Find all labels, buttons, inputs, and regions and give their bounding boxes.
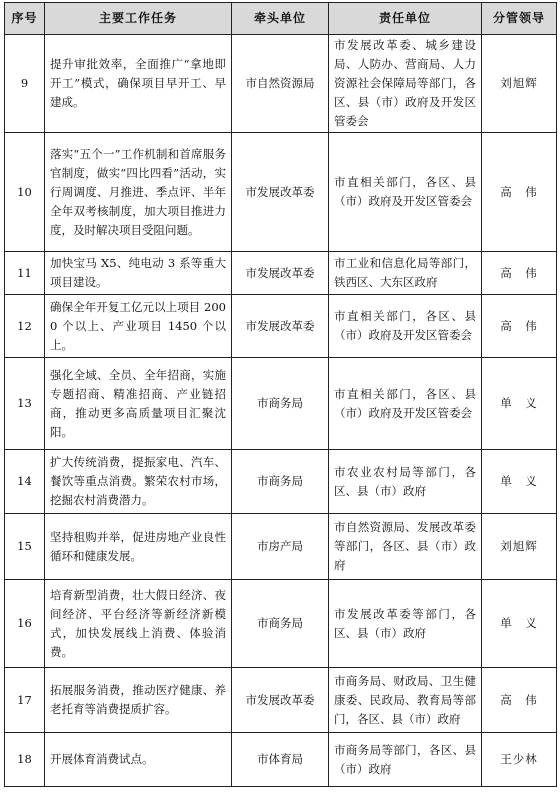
row-number: 14 — [5, 450, 45, 514]
task-text: 拓展服务消费，推动医疗健康、养老托育等消费提质扩容。 — [45, 668, 232, 733]
lead-unit: 市商务局 — [232, 358, 329, 450]
table-row — [5, 295, 557, 358]
task-text: 开展体育消费试点。 — [45, 733, 232, 787]
row-number: 11 — [5, 252, 45, 295]
lead-unit: 市房产局 — [232, 514, 329, 580]
row-number: 16 — [5, 580, 45, 668]
header-no: 序号 — [5, 3, 45, 35]
responsible-units: 市发展改革委等部门，各区、县（市）政府 — [329, 580, 482, 668]
table-row — [5, 668, 557, 733]
responsible-units: 市自然资源局、发展改革委等部门，各区、县（市）政府 — [329, 514, 482, 580]
task-text: 落实“五个一”工作机制和首席服务官制度，做实“四比四看”活动，实行周调度、月推进、季点评、半年全年双考核制度，加大项目推进力度，及时解决项目受阻问题。 — [45, 133, 232, 252]
leader: 高 伟 — [482, 252, 557, 295]
task-text: 扩大传统消费，提振家电、汽车、餐饮等重点消费。繁荣农村市场，挖掘农村消费潜力。 — [45, 450, 232, 514]
leader: 单 义 — [482, 580, 557, 668]
lead-unit: 市发展改革委 — [232, 668, 329, 733]
leader: 高 伟 — [482, 295, 557, 358]
header-leader: 分管领导 — [482, 3, 557, 35]
leader: 高 伟 — [482, 668, 557, 733]
table-row — [5, 133, 557, 252]
lead-unit: 市商务局 — [232, 580, 329, 668]
table-row — [5, 450, 557, 514]
task-text: 确保全年开复工亿元以上项目 2000 个以上、产业项目 1450 个以上。 — [45, 295, 232, 358]
leader: 刘旭辉 — [482, 35, 557, 133]
row-number: 13 — [5, 358, 45, 450]
row-number: 12 — [5, 295, 45, 358]
leader: 王少林 — [482, 733, 557, 787]
table-row — [5, 580, 557, 668]
lead-unit: 市商务局 — [232, 450, 329, 514]
task-text: 坚持租购并举，促进房地产业良性循环和健康发展。 — [45, 514, 232, 580]
header-row — [5, 3, 557, 35]
table-row — [5, 35, 557, 133]
table-row — [5, 358, 557, 450]
row-number: 9 — [5, 35, 45, 133]
responsible-units: 市直相关部门，各区、县（市）政府及开发区管委会 — [329, 133, 482, 252]
lead-unit: 市发展改革委 — [232, 252, 329, 295]
responsible-units: 市商务局等部门，各区、县（市）政府 — [329, 733, 482, 787]
row-number: 10 — [5, 133, 45, 252]
leader: 单 义 — [482, 450, 557, 514]
responsible-units: 市直相关部门，各区、县（市）政府及开发区管委会 — [329, 358, 482, 450]
task-text: 提升审批效率，全面推广“拿地即开工”模式，确保项目早开工、早建成。 — [45, 35, 232, 133]
header-task: 主要工作任务 — [45, 3, 232, 35]
task-text: 加快宝马 X5、纯电动 3 系等重大项目建设。 — [45, 252, 232, 295]
responsible-units: 市直相关部门，各区、县（市）政府及开发区管委会 — [329, 295, 482, 358]
table-row — [5, 252, 557, 295]
task-table — [4, 2, 557, 787]
row-number: 17 — [5, 668, 45, 733]
row-number: 15 — [5, 514, 45, 580]
header-lead-unit: 牵头单位 — [232, 3, 329, 35]
responsible-units: 市商务局、财政局、卫生健康委、民政局、教育局等部门，各区、县（市）政府 — [329, 668, 482, 733]
responsible-units: 市发展改革委、城乡建设局、人防办、营商局、人力资源社会保障局等部门，各区、县（市）政府及开发区管委会 — [329, 35, 482, 133]
leader: 单 义 — [482, 358, 557, 450]
task-text: 培育新型消费，壮大假日经济、夜间经济、平台经济等新经济新模式，加快发展线上消费、体验消费。 — [45, 580, 232, 668]
lead-unit: 市自然资源局 — [232, 35, 329, 133]
header-responsible-unit: 责任单位 — [329, 3, 482, 35]
table-row — [5, 733, 557, 787]
task-text: 强化全域、全员、全年招商，实施专题招商、精准招商、产业链招商，推动更多高质量项目汇聚沈阳。 — [45, 358, 232, 450]
lead-unit: 市发展改革委 — [232, 295, 329, 358]
leader: 高 伟 — [482, 133, 557, 252]
responsible-units: 市农业农村局等部门，各区、县（市）政府 — [329, 450, 482, 514]
leader: 刘旭辉 — [482, 514, 557, 580]
lead-unit: 市发展改革委 — [232, 133, 329, 252]
responsible-units: 市工业和信息化局等部门，铁西区、大东区政府 — [329, 252, 482, 295]
table-row — [5, 514, 557, 580]
lead-unit: 市体育局 — [232, 733, 329, 787]
row-number: 18 — [5, 733, 45, 787]
